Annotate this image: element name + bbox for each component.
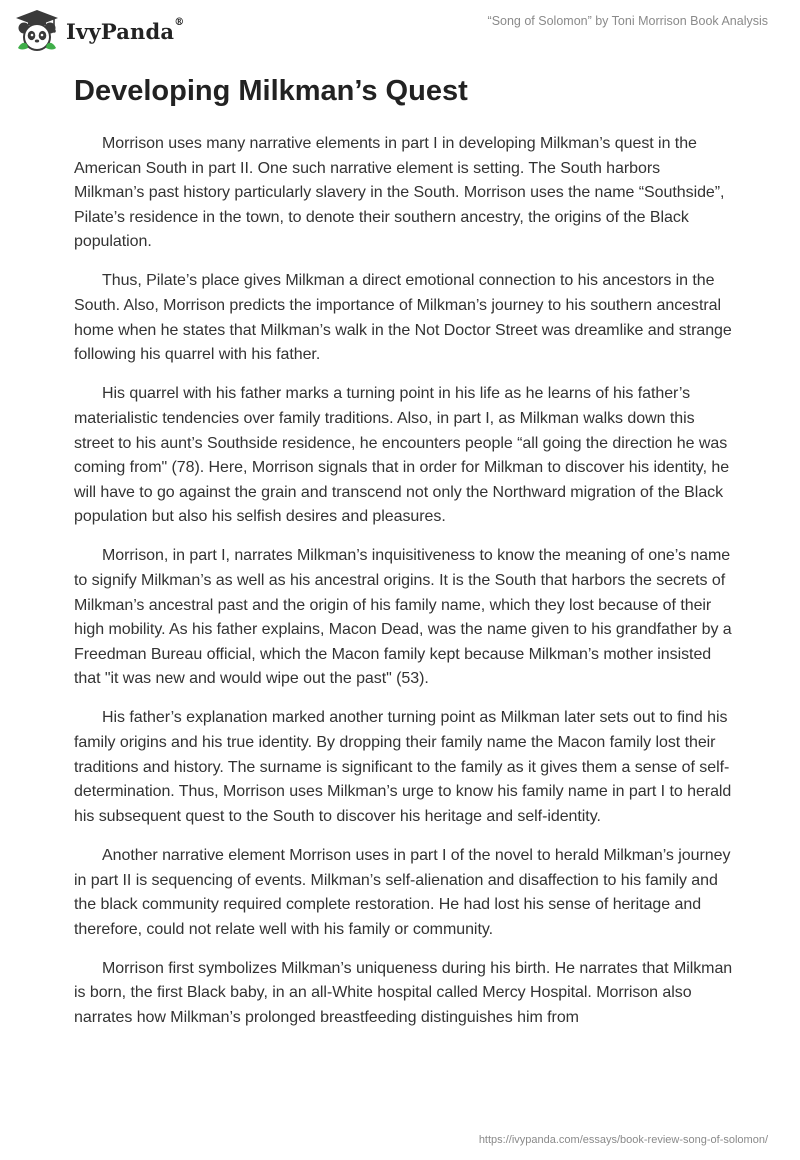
logo-wordmark: IvyPanda® [66, 16, 185, 44]
paragraph: Morrison first symbolizes Milkman’s uniqueness during his birth. He narrates that Milkman is born, the first Black baby, in an all-White hospital called Mercy Hospital. Morrison also narrates how Milkman’s prolonged breastfeeding distinguishes him from [74, 959, 733, 1026]
panda-graduate-icon [14, 8, 60, 54]
page-header [0, 0, 800, 60]
article-body [74, 70, 734, 1045]
paragraph: Thus, Pilate’s place gives Milkman a direct emotional connection to his ancestors in the South. Also, Morrison predicts the importance of Milkman’s journey to his southern ancestral home when he states that Milkman’s walk in the Not Doctor Street was dreamlike and strange following his quarrel with his father. [74, 272, 732, 364]
section-heading: Developing Milkman’s Quest [74, 75, 468, 107]
source-url[interactable]: https://ivypanda.com/essays/book-review-song-of-solomon/ [478, 1134, 768, 1146]
paragraph: His father’s explanation marked another turning point as Milkman later sets out to find his family origins and his true identity. By dropping their family name the Macon family lost their traditions and history. The surname is significant to the family as it gives them a sense of self-determination. Thus, Morrison uses Milkman’s urge to know his family name in part I to herald his subsequent quest to the South to discover his heritage and self-identity. [74, 709, 732, 825]
paragraph: Morrison uses many narrative elements in part I in developing Milkman’s quest in the American South in part II. One such narrative element is setting. The South harbors Milkman’s past history particularly slavery in the South. Morrison uses the name “Southside”, Pilate’s residence in the town, to denote their southern ancestry, the origins of the Black population. [74, 135, 725, 251]
document-title: “Song of Solomon” by Toni Morrison Book Analysis [487, 14, 768, 28]
paragraph: His quarrel with his father marks a turning point in his life as he learns of his father’s materialistic tendencies over family traditions. Also, in part I, as Milkman walks down this street to his aunt’s Southside residence, he encounters people “all going the direction he was coming from" (78). Here, Morrison signals that in order for Milkman to discover his identity, he will have to go against the grain and transcend not only the Northward migration of the Black population but also his selfish desires and pleasures. [74, 385, 730, 526]
paragraph: Another narrative element Morrison uses in part I of the novel to herald Milkman’s journey in part II is sequencing of events. Milkman’s self-alienation and disaffection to his family and the black community required complete restoration. He had lost his sense of heritage and therefore, could not relate well with his family or community. [74, 846, 731, 938]
ivypanda-logo[interactable] [14, 8, 184, 54]
paragraph: Morrison, in part I, narrates Milkman’s inquisitiveness to know the meaning of one’s name to signify Milkman’s as well as his ancestral origins. It is the South that harbors the secrets of Milkman’s ancestral past and the origin of his family name, which they lost because of their high mobility. As his father explains, Macon Dead, was the name given to his grandfather by a Freedman Bureau official, which the Macon family kept because Milkman’s mother insisted that "it was new and would wipe out the past" (53). [74, 547, 732, 688]
